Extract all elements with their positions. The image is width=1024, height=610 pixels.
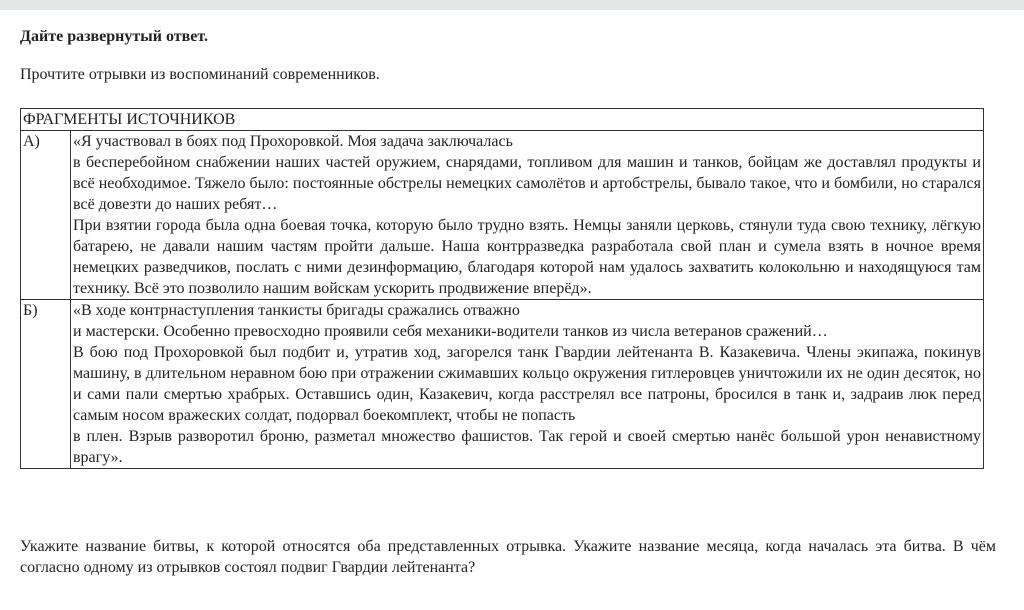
- source-text: [71, 131, 984, 300]
- table-header-row: [21, 109, 984, 131]
- source-paragraph: В бою под Прохоровкой был подбит и, утратив ход, загорелся танк Гвардии лейтенанта В. Казакевича. Члены экипажа, покинув машину, в длительном неравном бою при отражении сжимавших кольцо окружения гитлеровцев уничтожили их не один десяток, но и сами пали смертью храбрых. Оставшись один, Казакевич, когда расстрелял все патроны, бросился в танк и, задраив люк перед самым носом вражеских солдат, подорвал боекомплект, чтобы не попасть: [73, 344, 981, 424]
- source-paragraph: При взятии города была одна боевая точка, которую было трудно взять. Немцы заняли церковь, стянули туда свою технику, лёгкую батарею, не давали нашим частям пройти дальше. Наша контрразведка разработала свой план и сумела взять в ночное время немецких разведчиков, послать с ними дезинформацию, благодаря которой нам удалось захватить колокольню и находящуюся там технику. Всё это позволило нашим войскам ускорить продвижение вперёд».: [73, 217, 981, 297]
- row-label: А): [21, 131, 71, 300]
- source-paragraph: «В ходе контрнаступления танкисты бригады сражались отважно: [73, 302, 520, 319]
- task-instruction: Дайте развернутый ответ.: [20, 28, 208, 45]
- top-bar: [0, 0, 1024, 10]
- source-paragraph: «Я участвовал в боях под Прохоровкой. Моя задача заключалась: [73, 133, 513, 150]
- source-text: [71, 300, 984, 469]
- sources-table: [20, 108, 984, 469]
- row-label: Б): [21, 300, 71, 469]
- source-paragraph: и мастерски. Особенно превосходно проявили себя механики-водители танков из числа ветеранов сражений…: [73, 323, 828, 340]
- table-row: [21, 300, 984, 469]
- source-paragraph: в бесперебойном снабжении наших частей оружием, снарядами, топливом для машин и танков, бойцам же доставлял продукты и всё необходимое. Тяжело было: постоянные обстрелы немецких самолётов и артобстрелы, бывало такое, что и бомбили, но старался всё довезти до наших ребят…: [73, 154, 981, 213]
- task-question: Укажите название битвы, к которой относятся оба представленных отрывка. Укажите название месяца, когда началась эта битва. В чём согласно одному из отрывков состоял подвиг Гвардии лейтенанта?: [20, 538, 996, 576]
- table-row: [21, 131, 984, 300]
- task-intro: Прочтите отрывки из воспоминаний современников.: [20, 66, 380, 83]
- table-header: ФРАГМЕНТЫ ИСТОЧНИКОВ: [21, 109, 984, 131]
- source-paragraph: в плен. Взрыв разворотил броню, разметал множество фашистов. Так герой и своей смертью нанёс большой урон ненавистному врагу».: [73, 428, 981, 466]
